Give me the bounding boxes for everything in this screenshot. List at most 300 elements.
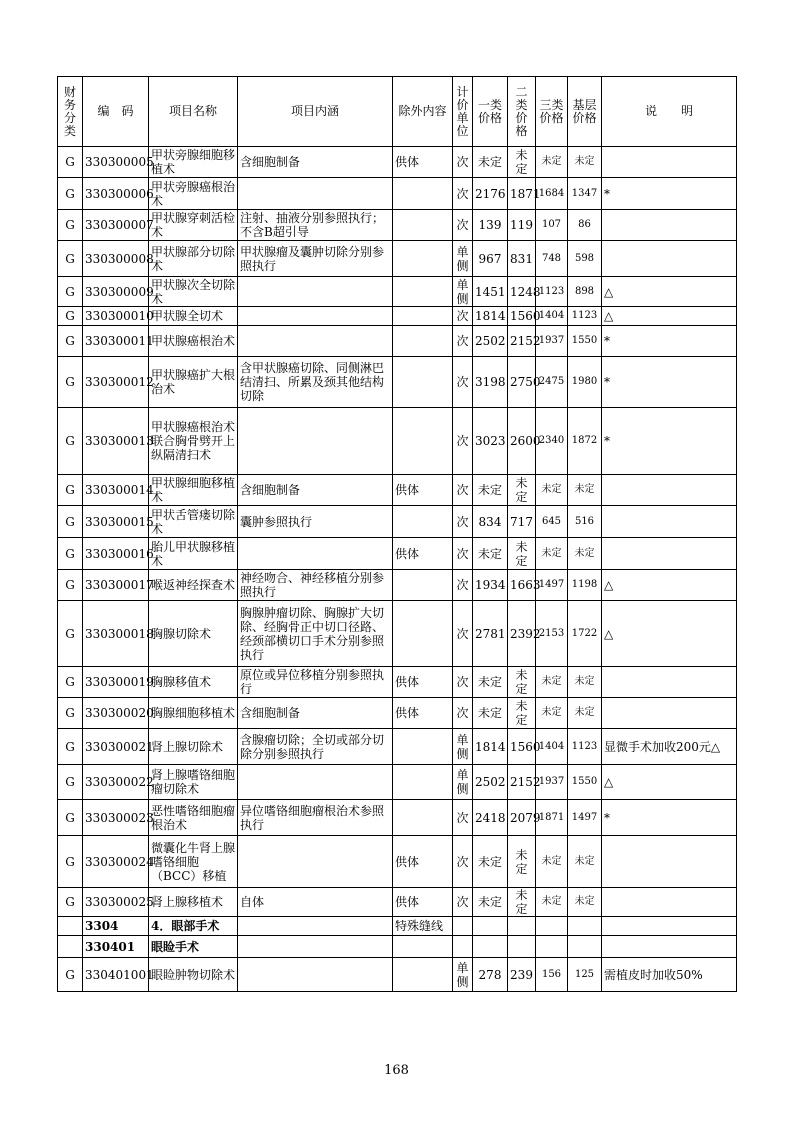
price-3-cell: 1937 — [536, 765, 568, 800]
code-cell: 330300018 — [83, 601, 149, 667]
header-price-3: 三类价格 — [536, 77, 568, 147]
code-cell: 330300013 — [83, 408, 149, 475]
note-cell: △ — [602, 307, 737, 326]
price-1-cell: 未定 — [473, 667, 508, 698]
price-4-cell: 1123 — [568, 729, 602, 765]
item-name-cell: 甲状腺穿刺活检术 — [149, 210, 238, 241]
price-3-cell: 未定 — [536, 475, 568, 506]
item-content-cell — [238, 326, 393, 357]
code-cell: 330300009 — [83, 277, 149, 307]
item-name-cell: 胸腺细胞移植术 — [149, 698, 238, 729]
price-3-cell: 未定 — [536, 888, 568, 917]
price-4-cell: 未定 — [568, 538, 602, 570]
note-cell: △ — [602, 601, 737, 667]
price-4-cell: 未定 — [568, 475, 602, 506]
note-cell — [602, 210, 737, 241]
item-name-cell: 胸腺切除术 — [149, 601, 238, 667]
exclusion-cell — [393, 326, 453, 357]
item-name-cell: 肾上腺切除术 — [149, 729, 238, 765]
exclusion-cell: 供体 — [393, 888, 453, 917]
note-cell: * — [602, 408, 737, 475]
table-row — [58, 836, 737, 888]
note-cell — [602, 698, 737, 729]
table-row — [58, 936, 737, 958]
unit-cell: 次 — [453, 570, 473, 601]
price-1-cell: 2502 — [473, 765, 508, 800]
exclusion-cell: 供体 — [393, 538, 453, 570]
table-row — [58, 307, 737, 326]
table-row — [58, 538, 737, 570]
price-2-cell: 1560 — [508, 307, 536, 326]
price-4-cell: 未定 — [568, 836, 602, 888]
note-cell — [602, 836, 737, 888]
price-3-cell: 2475 — [536, 357, 568, 408]
category-cell: G — [58, 475, 83, 506]
table-row — [58, 277, 737, 307]
item-name-cell: 肾上腺嗜铬细胞瘤切除术 — [149, 765, 238, 800]
price-1-cell: 278 — [473, 958, 508, 992]
unit-cell: 次 — [453, 698, 473, 729]
price-3-cell: 未定 — [536, 667, 568, 698]
price-3-cell: 1937 — [536, 326, 568, 357]
price-1-cell: 1814 — [473, 307, 508, 326]
price-3-cell: 156 — [536, 958, 568, 992]
exclusion-cell — [393, 307, 453, 326]
table-row — [58, 729, 737, 765]
code-cell: 330300017 — [83, 570, 149, 601]
code-cell: 330300011 — [83, 326, 149, 357]
unit-cell: 次 — [453, 506, 473, 538]
price-3-cell: 1684 — [536, 178, 568, 210]
price-4-cell: 1198 — [568, 570, 602, 601]
category-cell: G — [58, 538, 83, 570]
category-cell: G — [58, 178, 83, 210]
category-cell — [58, 917, 83, 936]
table-row — [58, 667, 737, 698]
price-1-cell: 未定 — [473, 147, 508, 178]
category-cell — [58, 936, 83, 958]
note-cell: △ — [602, 277, 737, 307]
price-3-cell: 1404 — [536, 729, 568, 765]
category-cell: G — [58, 800, 83, 836]
price-2-cell: 2152 — [508, 326, 536, 357]
unit-cell: 单侧 — [453, 241, 473, 277]
price-4-cell — [568, 936, 602, 958]
price-4-cell: 1722 — [568, 601, 602, 667]
price-2-cell — [508, 917, 536, 936]
item-name-cell: 4．眼部手术 — [149, 917, 238, 936]
category-cell: G — [58, 601, 83, 667]
table-row — [58, 475, 737, 506]
table-row — [58, 800, 737, 836]
item-content-cell: 甲状腺瘤及囊肿切除分别参照执行 — [238, 241, 393, 277]
price-4-cell: 未定 — [568, 667, 602, 698]
item-content-cell — [238, 765, 393, 800]
category-cell: G — [58, 888, 83, 917]
item-name-cell: 恶性嗜铬细胞瘤根治术 — [149, 800, 238, 836]
price-1-cell: 1451 — [473, 277, 508, 307]
unit-cell: 次 — [453, 307, 473, 326]
exclusion-cell: 特殊缝线 — [393, 917, 453, 936]
price-2-cell: 831 — [508, 241, 536, 277]
price-4-cell: 未定 — [568, 698, 602, 729]
unit-cell: 次 — [453, 601, 473, 667]
unit-cell: 次 — [453, 147, 473, 178]
category-cell: G — [58, 765, 83, 800]
code-cell: 330300007 — [83, 210, 149, 241]
price-1-cell: 967 — [473, 241, 508, 277]
item-name-cell: 甲状腺癌扩大根治术 — [149, 357, 238, 408]
note-cell: * — [602, 357, 737, 408]
exclusion-cell — [393, 357, 453, 408]
price-4-cell: 1123 — [568, 307, 602, 326]
item-content-cell: 含腺瘤切除；全切或部分切除分别参照执行 — [238, 729, 393, 765]
note-cell — [602, 888, 737, 917]
header-item-content: 项目内涵 — [238, 77, 393, 147]
item-content-cell — [238, 307, 393, 326]
table-row — [58, 326, 737, 357]
note-cell: 显微手术加收200元△ — [602, 729, 737, 765]
code-cell: 330300015 — [83, 506, 149, 538]
note-cell — [602, 241, 737, 277]
item-name-cell: 甲状腺细胞移植术 — [149, 475, 238, 506]
price-4-cell: 516 — [568, 506, 602, 538]
code-cell: 3304 — [83, 917, 149, 936]
price-1-cell: 3023 — [473, 408, 508, 475]
note-cell — [602, 147, 737, 178]
note-cell — [602, 475, 737, 506]
code-cell: 330300006 — [83, 178, 149, 210]
code-cell: 330300008 — [83, 241, 149, 277]
price-2-cell: 119 — [508, 210, 536, 241]
exclusion-cell — [393, 241, 453, 277]
item-name-cell: 眼睑肿物切除术 — [149, 958, 238, 992]
item-content-cell — [238, 936, 393, 958]
price-4-cell: 1550 — [568, 765, 602, 800]
unit-cell: 单侧 — [453, 765, 473, 800]
category-cell: G — [58, 667, 83, 698]
item-name-cell: 甲状旁腺细胞移植术 — [149, 147, 238, 178]
price-3-cell: 1497 — [536, 570, 568, 601]
exclusion-cell — [393, 800, 453, 836]
price-3-cell: 未定 — [536, 836, 568, 888]
price-3-cell — [536, 917, 568, 936]
code-cell: 330300012 — [83, 357, 149, 408]
exclusion-cell: 供体 — [393, 836, 453, 888]
item-content-cell: 异位嗜铬细胞瘤根治术参照执行 — [238, 800, 393, 836]
item-name-cell: 甲状腺癌根治术 — [149, 326, 238, 357]
category-cell: G — [58, 307, 83, 326]
exclusion-cell — [393, 601, 453, 667]
price-3-cell: 1404 — [536, 307, 568, 326]
unit-cell: 次 — [453, 836, 473, 888]
table-row — [58, 570, 737, 601]
note-cell: 需植皮时加收50% — [602, 958, 737, 992]
price-2-cell: 未定 — [508, 698, 536, 729]
item-name-cell: 喉返神经探查术 — [149, 570, 238, 601]
price-1-cell: 未定 — [473, 698, 508, 729]
price-4-cell: 1872 — [568, 408, 602, 475]
item-content-cell: 注射、抽液分别参照执行；不含B超引导 — [238, 210, 393, 241]
table-row — [58, 178, 737, 210]
unit-cell: 次 — [453, 888, 473, 917]
item-name-cell: 胸腺移值术 — [149, 667, 238, 698]
category-cell: G — [58, 729, 83, 765]
price-3-cell: 1123 — [536, 277, 568, 307]
unit-cell: 单侧 — [453, 277, 473, 307]
price-2-cell: 未定 — [508, 147, 536, 178]
item-content-cell: 含甲状腺癌切除、同侧淋巴结清扫、所累及颈其他结构切除 — [238, 357, 393, 408]
price-3-cell: 1871 — [536, 800, 568, 836]
unit-cell: 次 — [453, 538, 473, 570]
price-4-cell — [568, 917, 602, 936]
price-table — [57, 76, 737, 992]
price-1-cell: 未定 — [473, 888, 508, 917]
unit-cell: 次 — [453, 475, 473, 506]
price-2-cell: 239 — [508, 958, 536, 992]
code-cell: 330300010 — [83, 307, 149, 326]
exclusion-cell — [393, 277, 453, 307]
price-1-cell: 未定 — [473, 836, 508, 888]
unit-cell — [453, 917, 473, 936]
price-1-cell: 3198 — [473, 357, 508, 408]
price-3-cell: 未定 — [536, 698, 568, 729]
code-cell: 330300022 — [83, 765, 149, 800]
category-cell: G — [58, 506, 83, 538]
price-4-cell: 898 — [568, 277, 602, 307]
price-2-cell: 1871 — [508, 178, 536, 210]
price-1-cell: 2502 — [473, 326, 508, 357]
table-row — [58, 506, 737, 538]
category-cell: G — [58, 836, 83, 888]
item-content-cell — [238, 178, 393, 210]
item-content-cell: 含细胞制备 — [238, 698, 393, 729]
exclusion-cell: 供体 — [393, 147, 453, 178]
price-2-cell: 未定 — [508, 538, 536, 570]
price-1-cell: 1814 — [473, 729, 508, 765]
code-cell: 330300021 — [83, 729, 149, 765]
item-name-cell: 微囊化牛肾上腺嗜铬细胞（BCC）移植 — [149, 836, 238, 888]
item-name-cell: 甲状腺全切术 — [149, 307, 238, 326]
price-2-cell: 未定 — [508, 475, 536, 506]
item-name-cell: 甲状腺癌根治术联合胸骨劈开上纵隔清扫术 — [149, 408, 238, 475]
unit-cell: 次 — [453, 326, 473, 357]
code-cell: 330300025 — [83, 888, 149, 917]
table-row — [58, 357, 737, 408]
price-1-cell — [473, 917, 508, 936]
code-cell: 330300005 — [83, 147, 149, 178]
exclusion-cell — [393, 570, 453, 601]
unit-cell: 单侧 — [453, 958, 473, 992]
header-category: 财务分类 — [58, 77, 83, 147]
note-cell — [602, 936, 737, 958]
item-name-cell: 甲状舌管瘘切除术 — [149, 506, 238, 538]
price-4-cell: 598 — [568, 241, 602, 277]
code-cell: 330300020 — [83, 698, 149, 729]
price-2-cell: 未定 — [508, 667, 536, 698]
note-cell: △ — [602, 570, 737, 601]
header-row — [58, 77, 737, 147]
price-1-cell: 2176 — [473, 178, 508, 210]
price-1-cell: 1934 — [473, 570, 508, 601]
exclusion-cell — [393, 210, 453, 241]
header-unit: 计价单位 — [453, 77, 473, 147]
code-cell: 330300019 — [83, 667, 149, 698]
note-cell — [602, 506, 737, 538]
unit-cell: 次 — [453, 667, 473, 698]
note-cell: * — [602, 178, 737, 210]
item-content-cell — [238, 538, 393, 570]
price-2-cell: 未定 — [508, 888, 536, 917]
category-cell: G — [58, 326, 83, 357]
exclusion-cell — [393, 729, 453, 765]
table-row — [58, 147, 737, 178]
item-content-cell: 含细胞制备 — [238, 147, 393, 178]
price-1-cell: 139 — [473, 210, 508, 241]
price-2-cell: 未定 — [508, 836, 536, 888]
unit-cell — [453, 936, 473, 958]
header-price-4: 基层价格 — [568, 77, 602, 147]
exclusion-cell — [393, 408, 453, 475]
unit-cell: 次 — [453, 178, 473, 210]
code-cell: 330300023 — [83, 800, 149, 836]
note-cell: * — [602, 326, 737, 357]
price-4-cell: 1550 — [568, 326, 602, 357]
item-content-cell — [238, 277, 393, 307]
price-3-cell: 2340 — [536, 408, 568, 475]
price-4-cell: 125 — [568, 958, 602, 992]
exclusion-cell: 供体 — [393, 475, 453, 506]
item-name-cell: 甲状腺次全切除术 — [149, 277, 238, 307]
item-content-cell — [238, 958, 393, 992]
note-cell — [602, 538, 737, 570]
exclusion-cell — [393, 958, 453, 992]
price-2-cell: 1663 — [508, 570, 536, 601]
category-cell: G — [58, 570, 83, 601]
category-cell: G — [58, 698, 83, 729]
category-cell: G — [58, 408, 83, 475]
page-number: 168 — [384, 1063, 409, 1078]
exclusion-cell — [393, 506, 453, 538]
unit-cell: 次 — [453, 408, 473, 475]
price-3-cell: 未定 — [536, 147, 568, 178]
price-2-cell: 2750 — [508, 357, 536, 408]
code-cell: 330300024 — [83, 836, 149, 888]
item-content-cell: 自体 — [238, 888, 393, 917]
header-item-name: 项目名称 — [149, 77, 238, 147]
item-name-cell: 眼睑手术 — [149, 936, 238, 958]
note-cell: * — [602, 800, 737, 836]
note-cell — [602, 667, 737, 698]
price-3-cell: 645 — [536, 506, 568, 538]
unit-cell: 单侧 — [453, 729, 473, 765]
price-4-cell: 1980 — [568, 357, 602, 408]
item-content-cell — [238, 408, 393, 475]
category-cell: G — [58, 241, 83, 277]
table-row — [58, 408, 737, 475]
price-2-cell: 2079 — [508, 800, 536, 836]
price-1-cell: 2418 — [473, 800, 508, 836]
table-row — [58, 241, 737, 277]
price-1-cell — [473, 936, 508, 958]
price-2-cell: 2600 — [508, 408, 536, 475]
price-2-cell: 1248 — [508, 277, 536, 307]
item-content-cell: 胸腺肿瘤切除、胸腺扩大切除、经胸骨正中切口径路、经颈部横切口手术分别参照执行 — [238, 601, 393, 667]
item-name-cell: 甲状旁腺癌根治术 — [149, 178, 238, 210]
item-content-cell — [238, 836, 393, 888]
item-content-cell: 含细胞制备 — [238, 475, 393, 506]
price-2-cell: 2152 — [508, 765, 536, 800]
header-note: 说 明 — [602, 77, 737, 147]
item-name-cell: 肾上腺移植术 — [149, 888, 238, 917]
category-cell: G — [58, 147, 83, 178]
code-cell: 330401001 — [83, 958, 149, 992]
table-row — [58, 210, 737, 241]
price-1-cell: 未定 — [473, 475, 508, 506]
unit-cell: 次 — [453, 800, 473, 836]
exclusion-cell — [393, 936, 453, 958]
code-cell: 330300016 — [83, 538, 149, 570]
category-cell: G — [58, 958, 83, 992]
exclusion-cell — [393, 178, 453, 210]
price-3-cell — [536, 936, 568, 958]
unit-cell: 次 — [453, 357, 473, 408]
category-cell: G — [58, 277, 83, 307]
price-4-cell: 86 — [568, 210, 602, 241]
item-content-cell: 原位或异位移植分别参照执行 — [238, 667, 393, 698]
table-row — [58, 601, 737, 667]
price-2-cell: 717 — [508, 506, 536, 538]
price-3-cell: 107 — [536, 210, 568, 241]
exclusion-cell: 供体 — [393, 698, 453, 729]
header-code: 编 码 — [83, 77, 149, 147]
table-row — [58, 917, 737, 936]
price-3-cell: 未定 — [536, 538, 568, 570]
price-4-cell: 未定 — [568, 888, 602, 917]
item-content-cell — [238, 917, 393, 936]
code-cell: 330401 — [83, 936, 149, 958]
table-row — [58, 765, 737, 800]
unit-cell: 次 — [453, 210, 473, 241]
item-name-cell: 胎儿甲状腺移植术 — [149, 538, 238, 570]
price-2-cell — [508, 936, 536, 958]
price-2-cell: 1560 — [508, 729, 536, 765]
header-exclusion: 除外内容 — [393, 77, 453, 147]
category-cell: G — [58, 210, 83, 241]
price-4-cell: 1347 — [568, 178, 602, 210]
price-1-cell: 2781 — [473, 601, 508, 667]
table-row — [58, 958, 737, 992]
note-cell: △ — [602, 765, 737, 800]
exclusion-cell: 供体 — [393, 667, 453, 698]
item-name-cell: 甲状腺部分切除术 — [149, 241, 238, 277]
header-price-2: 二类价格 — [508, 77, 536, 147]
code-cell: 330300014 — [83, 475, 149, 506]
category-cell: G — [58, 357, 83, 408]
price-3-cell: 748 — [536, 241, 568, 277]
price-2-cell: 2392 — [508, 601, 536, 667]
price-1-cell: 834 — [473, 506, 508, 538]
note-cell — [602, 917, 737, 936]
price-4-cell: 1497 — [568, 800, 602, 836]
table-row — [58, 888, 737, 917]
price-4-cell: 未定 — [568, 147, 602, 178]
price-3-cell: 2153 — [536, 601, 568, 667]
table-row — [58, 698, 737, 729]
header-price-1: 一类价格 — [473, 77, 508, 147]
item-content-cell: 囊肿参照执行 — [238, 506, 393, 538]
exclusion-cell — [393, 765, 453, 800]
